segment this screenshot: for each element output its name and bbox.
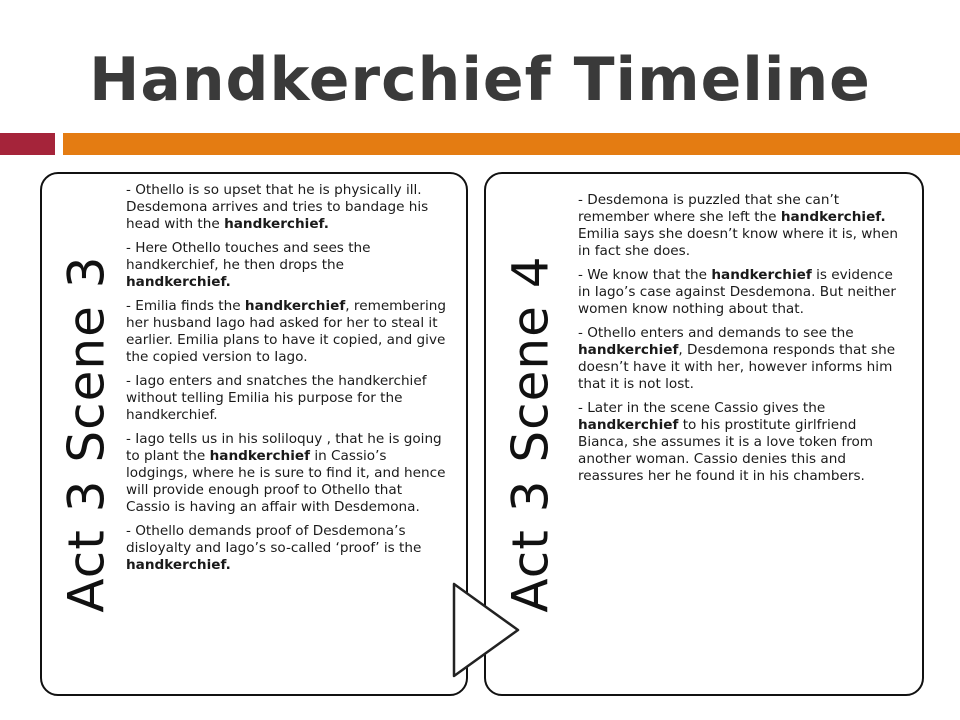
bullet-paragraph bbox=[126, 431, 448, 516]
timeline-arrow-icon bbox=[450, 580, 522, 680]
paragraph-text: - Emilia finds the bbox=[126, 298, 245, 314]
bullet-paragraph bbox=[126, 298, 448, 366]
keyword-text: handkerchief bbox=[711, 267, 812, 283]
paragraph-text: in Cassio’s lodgings, where he is sure to find it, and hence will provide enough proof to Othello that Cassio is having an affair with Desdemona. bbox=[126, 448, 446, 515]
accent-bar-red bbox=[0, 133, 55, 155]
bullet-paragraph bbox=[578, 325, 900, 393]
keyword-text: handkerchief. bbox=[126, 274, 231, 290]
keyword-text: handkerchief. bbox=[224, 216, 329, 232]
keyword-text: handkerchief. bbox=[126, 557, 231, 573]
section-label-container bbox=[42, 174, 132, 694]
bullet-paragraph bbox=[578, 192, 900, 260]
keyword-text: handkerchief bbox=[578, 417, 679, 433]
paragraph-text: Emilia says she doesn’t know where it is, when in fact she does. bbox=[578, 226, 898, 259]
paragraph-text: - Here Othello touches and sees the handkerchief, he then drops the bbox=[126, 240, 371, 273]
paragraph-text: - Iago enters and snatches the handkerchief without telling Emilia his purpose for the handkerchief. bbox=[126, 373, 427, 423]
bullet-paragraph bbox=[126, 373, 448, 424]
timeline-card-act3-scene3 bbox=[40, 172, 468, 696]
paragraph-text: - Later in the scene Cassio gives the bbox=[578, 400, 826, 416]
keyword-text: handkerchief bbox=[244, 298, 346, 314]
section-label: Act 3 Scene 3 bbox=[58, 255, 117, 613]
keyword-text: handkerchief. bbox=[780, 209, 886, 225]
paragraph-text: - Othello is so upset that he is physically ill. Desdemona arrives and tries to bandage his head with the bbox=[126, 182, 429, 232]
paragraph-text: , Desdemona responds that she doesn’t have it with her, however informs him that it is not lost. bbox=[578, 342, 896, 392]
keyword-text: handkerchief bbox=[578, 342, 679, 358]
section-body bbox=[578, 192, 900, 690]
paragraph-text: - Othello demands proof of Desdemona’s disloyalty and Iago’s so-called ‘proof’ is the bbox=[126, 523, 422, 556]
bullet-paragraph bbox=[126, 240, 448, 291]
section-body bbox=[126, 182, 448, 690]
bullet-paragraph bbox=[126, 523, 448, 574]
timeline-card-act3-scene4 bbox=[484, 172, 924, 696]
paragraph-text: to his prostitute girlfriend Bianca, she assumes it is a love token from another woman. Cassio denies this and reassures her he found it in his chambers. bbox=[578, 417, 874, 484]
paragraph-text: - Othello enters and demands to see the bbox=[578, 325, 854, 341]
accent-bar-orange bbox=[63, 133, 960, 155]
keyword-text: handkerchief bbox=[209, 448, 310, 464]
paragraph-text: is evidence in Iago’s case against Desdemona. But neither women know nothing about that. bbox=[578, 267, 897, 317]
section-label: Act 3 Scene 4 bbox=[502, 255, 561, 613]
paragraph-text: - We know that the bbox=[578, 267, 712, 283]
paragraph-text: , remembering her husband Iago had asked for her to steal it earlier. Emilia plans to have it copied, and give the copied version to Iago. bbox=[126, 298, 447, 365]
page-title: Handkerchief Timeline bbox=[89, 45, 871, 115]
bullet-paragraph bbox=[578, 267, 900, 318]
bullet-paragraph bbox=[126, 182, 448, 233]
paragraph-text: - Desdemona is puzzled that she can’t remember where she left the bbox=[578, 192, 840, 225]
paragraph-text: - Iago tells us in his soliloquy , that he is going to plant the bbox=[126, 431, 442, 464]
bullet-paragraph bbox=[578, 400, 900, 485]
